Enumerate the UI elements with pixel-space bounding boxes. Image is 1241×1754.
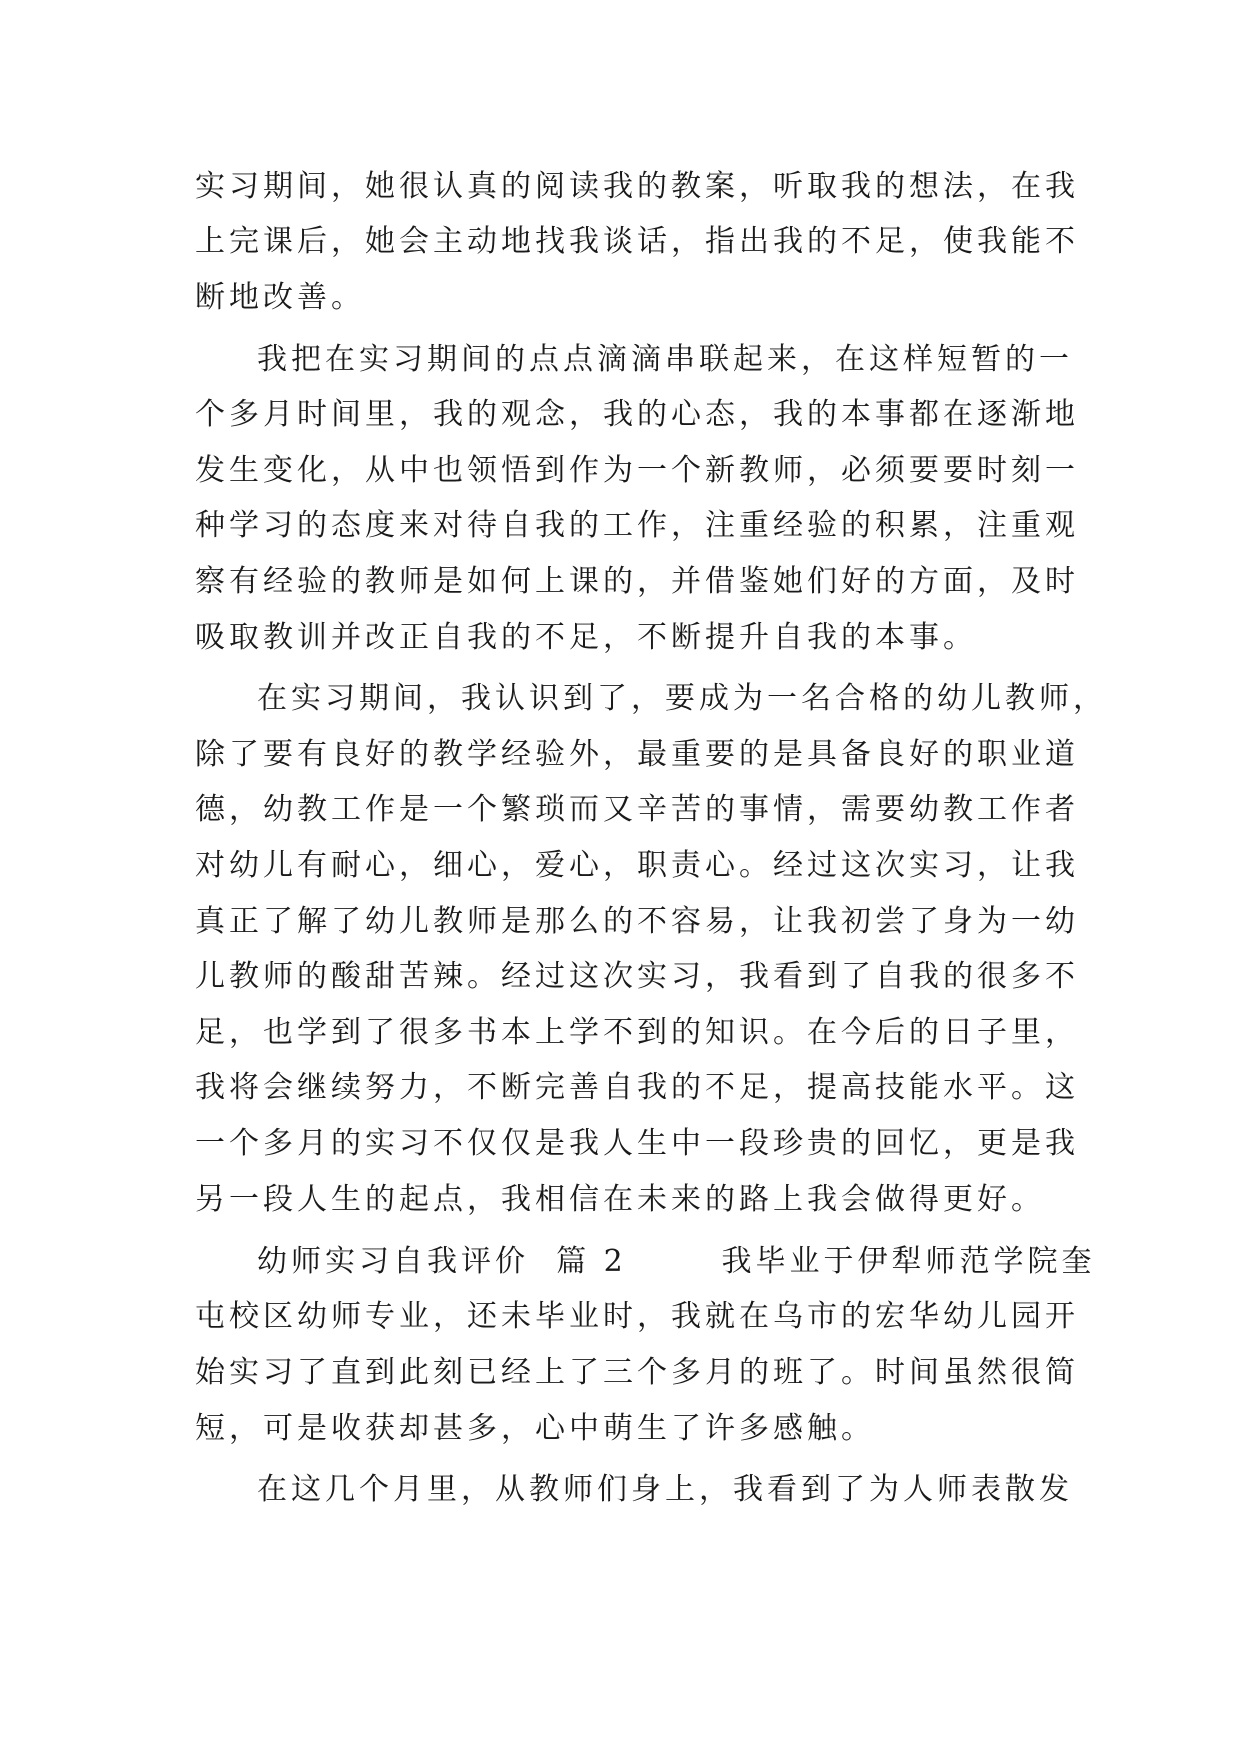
paragraph-first-line: 我把在实习期间的点点滴滴串联起来，在这样短暂的一: [257, 342, 1073, 377]
text-line: 断地改善。: [195, 280, 365, 315]
text-line: 屯校区幼师专业，还未毕业时，我就在乌市的宏华幼儿园开: [195, 1299, 1079, 1334]
text-line: 另一段人生的起点，我相信在未来的路上我会做得更好。: [195, 1182, 1045, 1217]
text-line: 真正了解了幼儿教师是那么的不容易，让我初尝了身为一幼: [195, 904, 1079, 939]
text-line: 除了要有良好的教学经验外，最重要的是具备良好的职业道: [195, 737, 1079, 772]
text-line: 我将会继续努力，不断完善自我的不足，提高技能水平。这: [195, 1070, 1079, 1105]
text-line: 实习期间，她很认真的阅读我的教案，听取我的想法，在我: [195, 169, 1079, 204]
text-line: 对幼儿有耐心，细心，爱心，职责心。经过这次实习，让我: [195, 848, 1079, 883]
text-line: 短，可是收获却甚多，心中萌生了许多感触。: [195, 1411, 875, 1446]
text-line: 吸取教训并改正自我的不足，不断提升自我的本事。: [195, 620, 977, 655]
text-line: 一个多月的实习不仅仅是我人生中一段珍贵的回忆，更是我: [195, 1126, 1079, 1161]
section-heading-line: 幼师实习自我评价 篇 2 我毕业于伊犁师范学院奎: [257, 1244, 1096, 1279]
text-line: 种学习的态度来对待自我的工作，注重经验的积累，注重观: [195, 508, 1079, 543]
paragraph-first-line: 在实习期间，我认识到了，要成为一名合格的幼儿教师，: [257, 681, 1107, 716]
text-line: 始实习了直到此刻已经上了三个多月的班了。时间虽然很简: [195, 1355, 1079, 1390]
text-line: 发生变化，从中也领悟到作为一个新教师，必须要要时刻一: [195, 453, 1079, 488]
text-line: 德，幼教工作是一个繁琐而又辛苦的事情，需要幼教工作者: [195, 792, 1079, 827]
text-line: 个多月时间里，我的观念，我的心态，我的本事都在逐渐地: [195, 397, 1079, 432]
paragraph-first-line: 在这几个月里，从教师们身上，我看到了为人师表散发: [257, 1472, 1073, 1507]
text-line: 足，也学到了很多书本上学不到的知识。在今后的日子里，: [195, 1015, 1079, 1050]
text-line: 上完课后，她会主动地找我谈话，指出我的不足，使我能不: [195, 224, 1079, 259]
text-line: 察有经验的教师是如何上课的，并借鉴她们好的方面，及时: [195, 564, 1079, 599]
text-line: 儿教师的酸甜苦辣。经过这次实习，我看到了自我的很多不: [195, 959, 1079, 994]
